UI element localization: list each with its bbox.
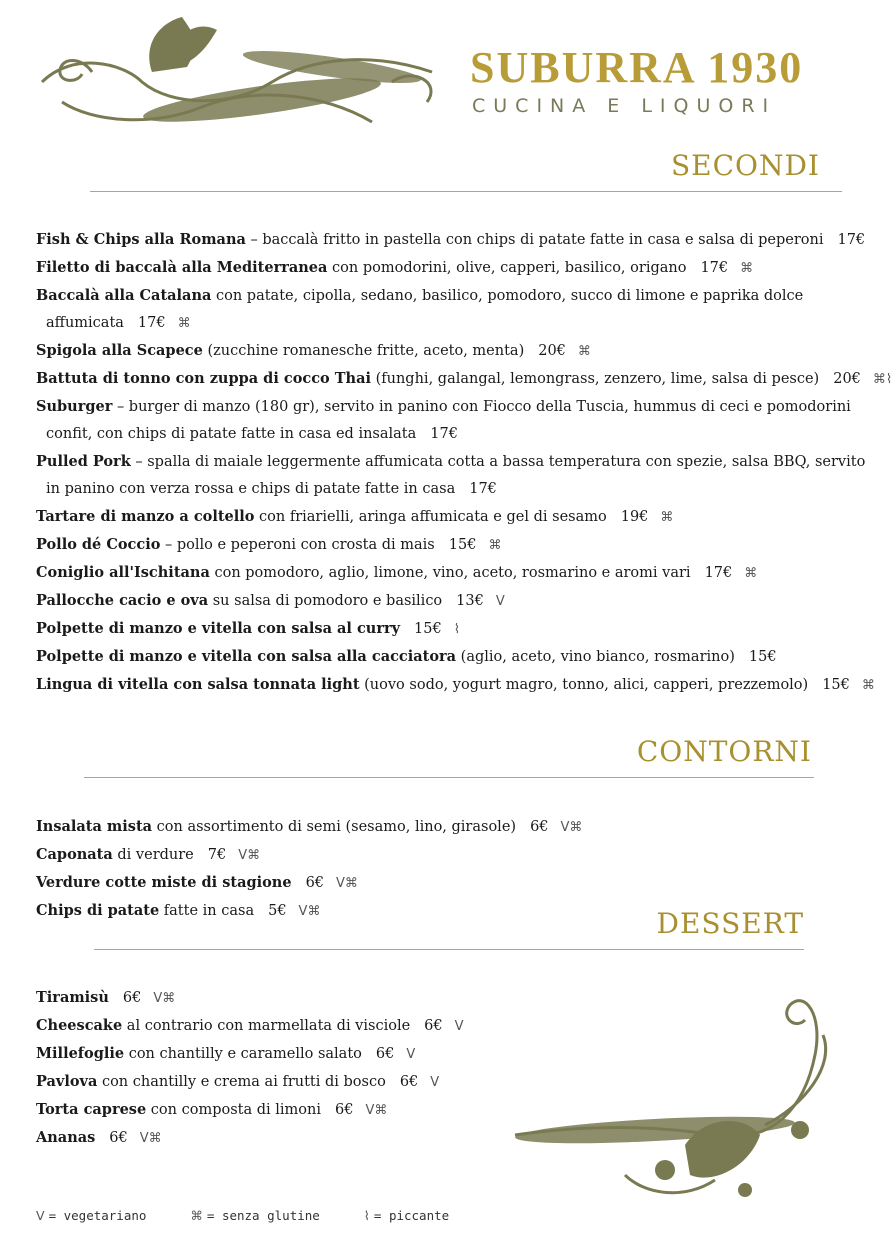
dessert-list bbox=[36, 984, 876, 1152]
dietary-icons: V bbox=[406, 1047, 416, 1062]
floral-ornament-top bbox=[32, 12, 452, 142]
menu-item bbox=[36, 226, 876, 254]
brand-name: SUBURRA 1930 bbox=[470, 43, 804, 92]
item-price: 17€ bbox=[430, 426, 458, 442]
item-price: 15€ bbox=[822, 677, 850, 693]
item-price: 17€ bbox=[837, 232, 866, 248]
item-description: (zucchine romanesche fritte, aceto, menta) bbox=[202, 343, 525, 359]
item-price: 13€ bbox=[456, 593, 484, 609]
item-price: 6€ bbox=[399, 1074, 419, 1090]
item-name: Pavlova bbox=[36, 1073, 98, 1090]
item-price: 19€ bbox=[620, 509, 649, 525]
menu-item bbox=[36, 615, 876, 643]
legend-entry bbox=[364, 1208, 449, 1223]
dietary-icons: V⌘ bbox=[153, 991, 176, 1006]
item-description: – spalla di maiale leggermente affumicata cotta a bassa temperatura con spezie, salsa BBQ, servito in panino con verza rossa e chips di patate fatte in casa bbox=[46, 454, 866, 497]
secondi-list bbox=[36, 226, 892, 699]
dietary-icons: V⌘ bbox=[336, 876, 358, 891]
item-description: su salsa di pomodoro e basilico bbox=[208, 593, 443, 609]
rule-secondi bbox=[90, 191, 842, 192]
dietary-icons: V⌘ bbox=[560, 820, 583, 835]
item-description: – pollo e peperoni con crosta di mais bbox=[160, 537, 435, 553]
dietary-icons: V⌘ bbox=[139, 1131, 162, 1146]
dietary-icons: V bbox=[454, 1019, 464, 1034]
menu-item bbox=[36, 448, 876, 503]
item-name: Torta caprese bbox=[36, 1101, 147, 1118]
item-name: Suburger bbox=[36, 398, 113, 415]
item-description: (aglio, aceto, vino bianco, rosmarino) bbox=[456, 649, 735, 665]
menu-item bbox=[36, 282, 876, 337]
menu-item bbox=[36, 813, 876, 841]
item-description: con chantilly e crema ai frutti di bosco bbox=[97, 1074, 386, 1090]
dietary-icons: ⌘ bbox=[488, 538, 502, 553]
dietary-icons: V bbox=[495, 594, 505, 609]
section-title-contorni: CONTORNI bbox=[636, 735, 812, 768]
item-name: Pulled Pork bbox=[36, 453, 131, 470]
item-description: – baccalà fritto in pastella con chips di patate fatte in casa e salsa di peperoni bbox=[245, 232, 824, 248]
rule-dessert bbox=[94, 949, 804, 950]
legend-label: = senza glutine bbox=[206, 1208, 320, 1223]
item-description: – burger di manzo (180 gr), servito in panino con Fiocco della Tuscia, hummus di ceci e pomodorini confit, con chips di patate fatte in casa ed insalata bbox=[46, 399, 851, 442]
legend-label: = piccante bbox=[373, 1208, 450, 1223]
item-name: Insalata mista bbox=[36, 818, 153, 835]
item-name: Filetto di baccalà alla Mediterranea bbox=[36, 259, 328, 276]
menu-item bbox=[36, 671, 876, 699]
legend-symbol-icon: ⌘ bbox=[190, 1208, 203, 1223]
item-name: Polpette di manzo e vitella con salsa al curry bbox=[36, 620, 401, 637]
item-name: Battuta di tonno con zuppa di cocco Thai bbox=[36, 370, 371, 387]
menu-item bbox=[36, 643, 876, 671]
dietary-icons: ⌘ bbox=[177, 316, 191, 331]
item-description: con chantilly e caramello salato bbox=[124, 1046, 362, 1062]
item-name: Verdure cotte miste di stagione bbox=[36, 874, 292, 891]
dietary-icons: ⌘ bbox=[660, 510, 674, 525]
item-price: 15€ bbox=[414, 621, 442, 637]
legend-label: = vegetariano bbox=[48, 1208, 147, 1223]
item-price: 6€ bbox=[530, 819, 549, 835]
item-price: 6€ bbox=[375, 1046, 395, 1062]
legend-entry bbox=[190, 1208, 319, 1223]
menu-item bbox=[36, 587, 876, 615]
dietary-icons: ⌇ bbox=[453, 622, 461, 637]
dietary-icons: ⌘ bbox=[577, 344, 591, 359]
menu-item bbox=[36, 1068, 876, 1096]
item-price: 7€ bbox=[207, 847, 227, 863]
item-price: 6€ bbox=[122, 990, 142, 1006]
item-price: 15€ bbox=[448, 537, 477, 553]
item-name: Spigola alla Scapece bbox=[36, 342, 203, 359]
legend-entry bbox=[36, 1208, 146, 1223]
legend-symbol-icon: ⌇ bbox=[363, 1208, 370, 1223]
item-name: Pallocche cacio e ova bbox=[36, 592, 209, 609]
menu-item bbox=[36, 503, 876, 531]
item-description: (uovo sodo, yogurt magro, tonno, alici, capperi, prezzemolo) bbox=[359, 677, 809, 693]
item-description: con pomodoro, aglio, limone, vino, aceto, rosmarino e aromi vari bbox=[209, 565, 691, 581]
dietary-icons: ⌘ bbox=[744, 566, 758, 581]
item-name: Tartare di manzo a coltello bbox=[36, 508, 255, 525]
menu-item bbox=[36, 559, 876, 587]
item-price: 15€ bbox=[748, 649, 777, 665]
item-description: al contrario con marmellata di visciole bbox=[122, 1018, 411, 1034]
item-name: Millefoglie bbox=[36, 1045, 125, 1062]
dietary-icons: V⌘ bbox=[238, 848, 261, 863]
item-description: fatte in casa bbox=[159, 903, 255, 919]
item-name: Pollo dé Coccio bbox=[36, 536, 161, 553]
item-name: Chips di patate bbox=[36, 902, 160, 919]
menu-item bbox=[36, 393, 876, 448]
item-price: 6€ bbox=[335, 1102, 354, 1118]
item-description: di verdure bbox=[112, 847, 194, 863]
menu-item bbox=[36, 365, 892, 393]
item-name: Lingua di vitella con salsa tonnata light bbox=[36, 676, 360, 693]
menu-item bbox=[36, 841, 876, 869]
section-title-dessert: DESSERT bbox=[656, 907, 804, 940]
item-price: 5€ bbox=[268, 903, 287, 919]
item-description: con assortimento di semi (sesamo, lino, girasole) bbox=[152, 819, 517, 835]
item-price: 6€ bbox=[305, 875, 325, 891]
dietary-icons: V⌘ bbox=[365, 1103, 388, 1118]
item-price: 17€ bbox=[469, 481, 497, 497]
menu-item bbox=[36, 984, 876, 1012]
item-description: con friarielli, aringa affumicata e gel di sesamo bbox=[254, 509, 607, 525]
menu-item bbox=[36, 869, 876, 897]
menu-item bbox=[36, 1040, 876, 1068]
item-name: Cheescake bbox=[36, 1017, 123, 1034]
item-name: Baccalà alla Catalana bbox=[36, 287, 212, 304]
menu-item bbox=[36, 254, 876, 282]
dietary-icons: V bbox=[430, 1075, 440, 1090]
item-price: 17€ bbox=[700, 260, 729, 276]
item-name: Fish & Chips alla Romana bbox=[36, 231, 246, 248]
section-title-secondi: SECONDI bbox=[670, 149, 820, 182]
item-price: 17€ bbox=[137, 315, 166, 331]
brand-tagline: CUCINA E LIQUORI bbox=[472, 95, 777, 117]
item-price: 6€ bbox=[109, 1130, 128, 1146]
dietary-icons: ⌘ bbox=[861, 678, 875, 693]
item-name: Ananas bbox=[36, 1129, 96, 1146]
menu-item bbox=[36, 531, 876, 559]
item-name: Coniglio all'Ischitana bbox=[36, 564, 210, 581]
item-price: 20€ bbox=[833, 371, 861, 387]
item-name: Polpette di manzo e vitella con salsa alla cacciatora bbox=[36, 648, 457, 665]
item-name: Caponata bbox=[36, 846, 113, 863]
item-price: 17€ bbox=[704, 565, 733, 581]
legend bbox=[36, 1208, 493, 1223]
item-description: con pomodorini, olive, capperi, basilico, origano bbox=[327, 260, 687, 276]
menu-item bbox=[36, 1012, 876, 1040]
item-description: con patate, cipolla, sedano, basilico, pomodoro, succo di limone e paprika dolce affumicata bbox=[46, 288, 804, 331]
legend-symbol-icon: V bbox=[36, 1208, 45, 1223]
menu-item bbox=[36, 1124, 876, 1152]
dietary-icons: V⌘ bbox=[298, 904, 321, 919]
dietary-icons: ⌘⌇ bbox=[872, 372, 892, 387]
item-name: Tiramisù bbox=[36, 989, 109, 1006]
item-description: (funghi, galangal, lemongrass, zenzero, lime, salsa di pesce) bbox=[371, 371, 820, 387]
rule-contorni bbox=[84, 777, 814, 778]
menu-item bbox=[36, 337, 876, 365]
item-price: 20€ bbox=[538, 343, 566, 359]
dietary-icons: ⌘ bbox=[740, 261, 754, 276]
item-description: con composta di limoni bbox=[146, 1102, 322, 1118]
item-price: 6€ bbox=[424, 1018, 443, 1034]
menu-item bbox=[36, 1096, 876, 1124]
